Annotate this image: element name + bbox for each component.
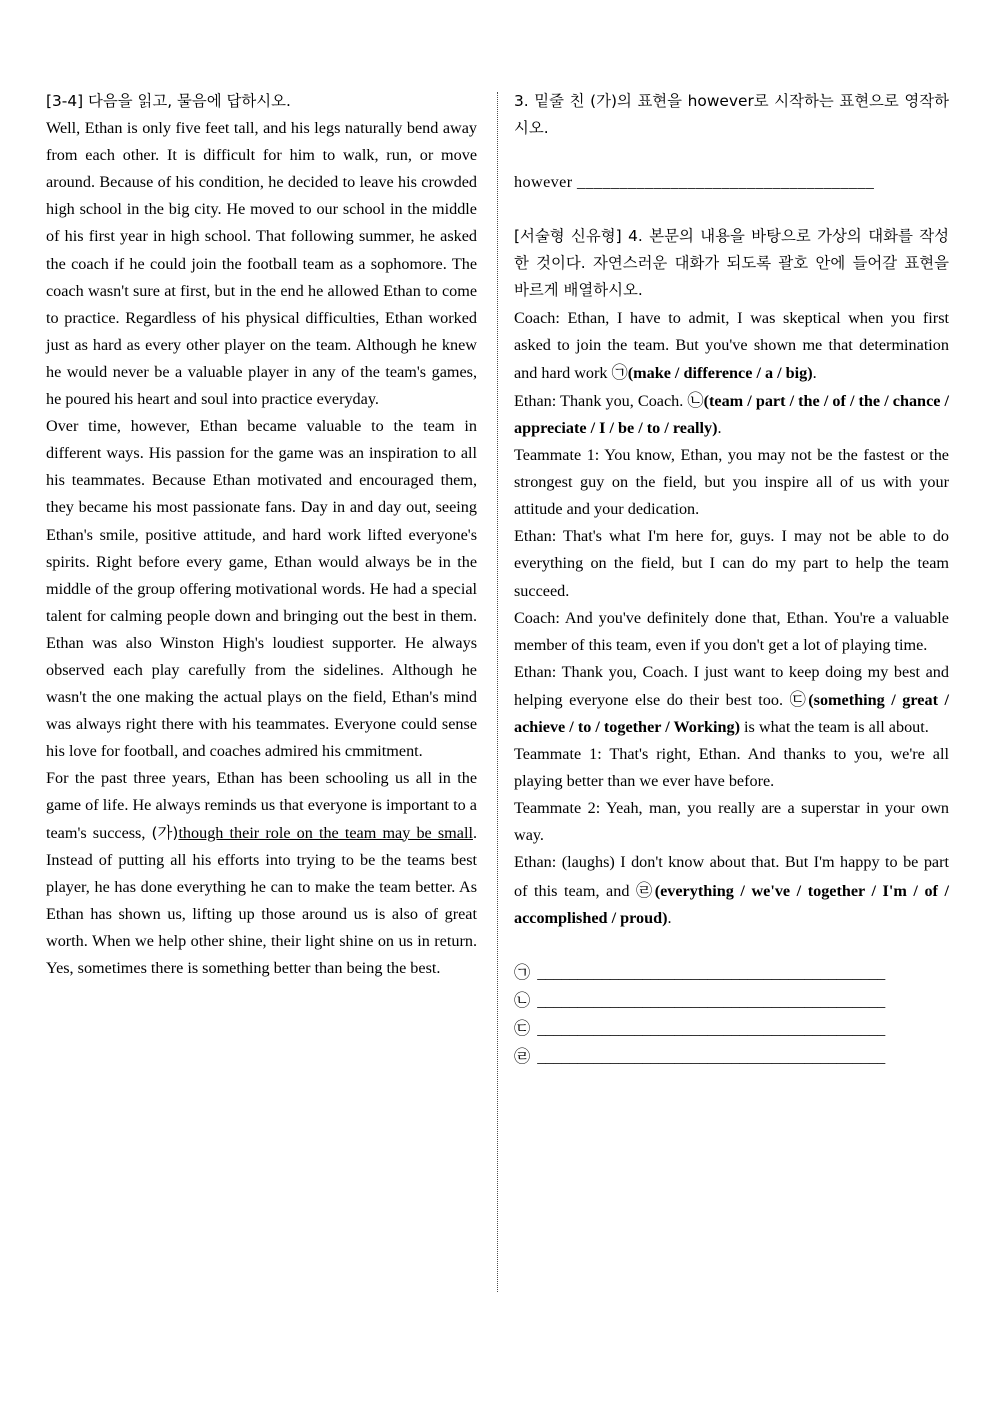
dialogue-line bbox=[514, 442, 949, 523]
dialogue-text-before: Thank you, Coach. bbox=[556, 391, 688, 410]
left-column bbox=[46, 88, 477, 982]
scrambled-words: (team / part / the / of / the / chance / appreciate / I / be / to / really) bbox=[514, 391, 950, 437]
answer-line-row[interactable] bbox=[514, 959, 949, 987]
dialogue-text-before: Yeah, man, you really are a superstar in your own way. bbox=[514, 799, 949, 845]
spacer-answers bbox=[514, 932, 949, 959]
circled-marker: ㉡ bbox=[687, 390, 704, 410]
dialogue-line bbox=[514, 387, 949, 442]
spacer-q4 bbox=[514, 196, 949, 223]
dialogue-speaker: Teammate 1: bbox=[514, 446, 600, 465]
dialogue-speaker: Ethan: bbox=[514, 662, 557, 681]
dialogue-speaker: Ethan: bbox=[514, 527, 557, 546]
dialogue-line bbox=[514, 659, 949, 741]
circled-marker: ㉣ bbox=[514, 1047, 531, 1066]
dialogue-text-before: (laughs) I don't know about that. But I'm happy to be part of this team, and bbox=[514, 853, 949, 900]
dialogue-line bbox=[514, 605, 949, 659]
dialogue-speaker: Coach: bbox=[514, 608, 560, 627]
however-label: however bbox=[514, 173, 573, 192]
circled-marker: ㉡ bbox=[514, 990, 531, 1010]
circled-marker: ㉣ bbox=[636, 880, 655, 900]
dialogue-text-after: . bbox=[667, 908, 672, 927]
circled-marker: ㉢ bbox=[789, 689, 809, 709]
answer-blank-dashes: ___________________________________ bbox=[577, 173, 875, 192]
dialogue-line bbox=[514, 795, 949, 849]
answer-blank-dashes: ___________________________________________ bbox=[537, 1019, 886, 1038]
circled-marker: ㉠ bbox=[514, 962, 531, 982]
question-4-prompt: [서술형 신유형] 4. 본문의 내용을 바탕으로 가상의 대화를 작성한 것이다. 자연스러운 대화가 되도록 괄호 안에 들어갈 표현을 바르게 배열하시오. bbox=[514, 227, 949, 300]
dialogue-text-after: is what the team is all about. bbox=[740, 717, 929, 736]
dialogue-line bbox=[514, 741, 949, 795]
answer-blank-dashes: ___________________________________________ bbox=[537, 991, 886, 1010]
dialogue-text-before: Ethan, I have to admit, I was skeptical when you first asked to join the team. But you've shown me that determination and hard work bbox=[514, 308, 949, 382]
dialogue-text-before: That's what I'm here for, guys. I may not be able to do everything on the field, but I can do my part to help the team succeed. bbox=[514, 527, 949, 600]
answer-line-row[interactable] bbox=[514, 1043, 949, 1071]
column-divider bbox=[497, 92, 498, 1292]
scrambled-words: (everything / we've / together / I'm / of / accomplished / proud) bbox=[514, 881, 950, 927]
dialogue-text-before: You know, Ethan, you may not be the fastest or the strongest guy on the field, but you inspire all of us with your attitude and your dedication. bbox=[514, 446, 949, 519]
question-3-prompt: 3. 밑줄 친 (가)의 표현을 however로 시작하는 표현으로 영작하시오. bbox=[514, 92, 949, 138]
spacer-q3 bbox=[514, 142, 949, 169]
underlined-phrase-ga: though their role on the team may be small bbox=[178, 823, 473, 842]
answer-blank-dashes: ___________________________________________ bbox=[537, 963, 886, 982]
circled-marker: ㉢ bbox=[514, 1018, 531, 1038]
answer-line-row[interactable] bbox=[514, 987, 949, 1015]
dialogue-line bbox=[514, 523, 949, 604]
dialogue-speaker: Coach: bbox=[514, 308, 560, 327]
circled-marker: ㉠ bbox=[611, 362, 628, 382]
dialogue-line bbox=[514, 849, 949, 931]
scrambled-words: (make / difference / a / big) bbox=[627, 363, 813, 382]
right-column bbox=[514, 88, 949, 1071]
passage-paragraph-1: Well, Ethan is only five feet tall, and his legs naturally bend away from each other. It is difficult for him to walk, run, or move around. Because of his condition, he decided to leave his crowded high school in the big city. He moved to our school in the middle of his first year in high school. That following summer, he asked the coach if he could join the football team as a sophomore. The coach wasn't sure at first, but in the end he allowed Ethan to come to practice. Regardless of his physical difficulties, Ethan worked just as hard as every other player on the team. Although he knew he would never be a valuable player in any of the team's games, he poured his heart and soul into practice everyday. bbox=[46, 119, 477, 409]
dialogue-text-after: . bbox=[717, 418, 722, 437]
dialogue-speaker: Teammate 2: bbox=[514, 799, 601, 818]
dialogue-speaker: Teammate 1: bbox=[514, 745, 602, 764]
marker-ga: (가) bbox=[151, 823, 179, 842]
dialogue-text-before: And you've definitely done that, Ethan. You're a valuable member of this team, even if you don't get a lot of playing time. bbox=[514, 608, 949, 654]
scrambled-words: (something / great / achieve / to / together / Working) bbox=[514, 690, 950, 736]
dialogue-line bbox=[514, 305, 949, 387]
dialogue-text-before: That's right, Ethan. And thanks to you, we're all playing better than we ever have before. bbox=[514, 745, 949, 791]
passage-paragraph-3 bbox=[46, 765, 477, 982]
answer-line-row[interactable] bbox=[514, 1015, 949, 1043]
passage-p3-before: For the past three years, Ethan has been schooling us all in the game of life. He always reminds us that everyone is important to a team's success, bbox=[46, 769, 477, 842]
dialogue-speaker: Ethan: bbox=[514, 853, 557, 872]
passage-p3-after: . Instead of putting all his efforts into trying to be the teams best player, he has done everything he can to make the team better. As Ethan has shown us, lifting up those around us is also of great worth. When we help other shine, their light shine on us in return. Yes, sometimes there is something better than being the best. bbox=[46, 823, 477, 977]
question-3-answer-line[interactable] bbox=[514, 169, 949, 196]
dialogue-speaker: Ethan: bbox=[514, 391, 557, 410]
reading-instruction: [3-4] 다음을 읽고, 물음에 답하시오. bbox=[46, 92, 291, 110]
dialogue-text-before: Thank you, Coach. I just want to keep doing my best and helping everyone else do their best too. bbox=[514, 662, 949, 709]
answer-blank-dashes: ___________________________________________ bbox=[537, 1048, 886, 1066]
passage-paragraph-2: Over time, however, Ethan became valuable to the team in different ways. His passion for the game was an inspiration to all his teammates. Because Ethan motivated and encouraged them, they became his most passionate fans. Day in and day out, seeing Ethan's smile, positive attitude, and hard work lifted everyone's spirits. Right before every game, Ethan would always be in the middle of the group offering motivational words. He had a special talent for calming people down and bringing out the best in them. Ethan was also Winston High's loudiest supporter. He always observed each play carefully from the sidelines. Although he wasn't the one making the actual plays on the field, Ethan's mind was always right there with his teammates. Everyone could sense his love for football, and coaches admired his cmmitment. bbox=[46, 417, 477, 761]
dialogue-text-after: . bbox=[812, 363, 817, 382]
